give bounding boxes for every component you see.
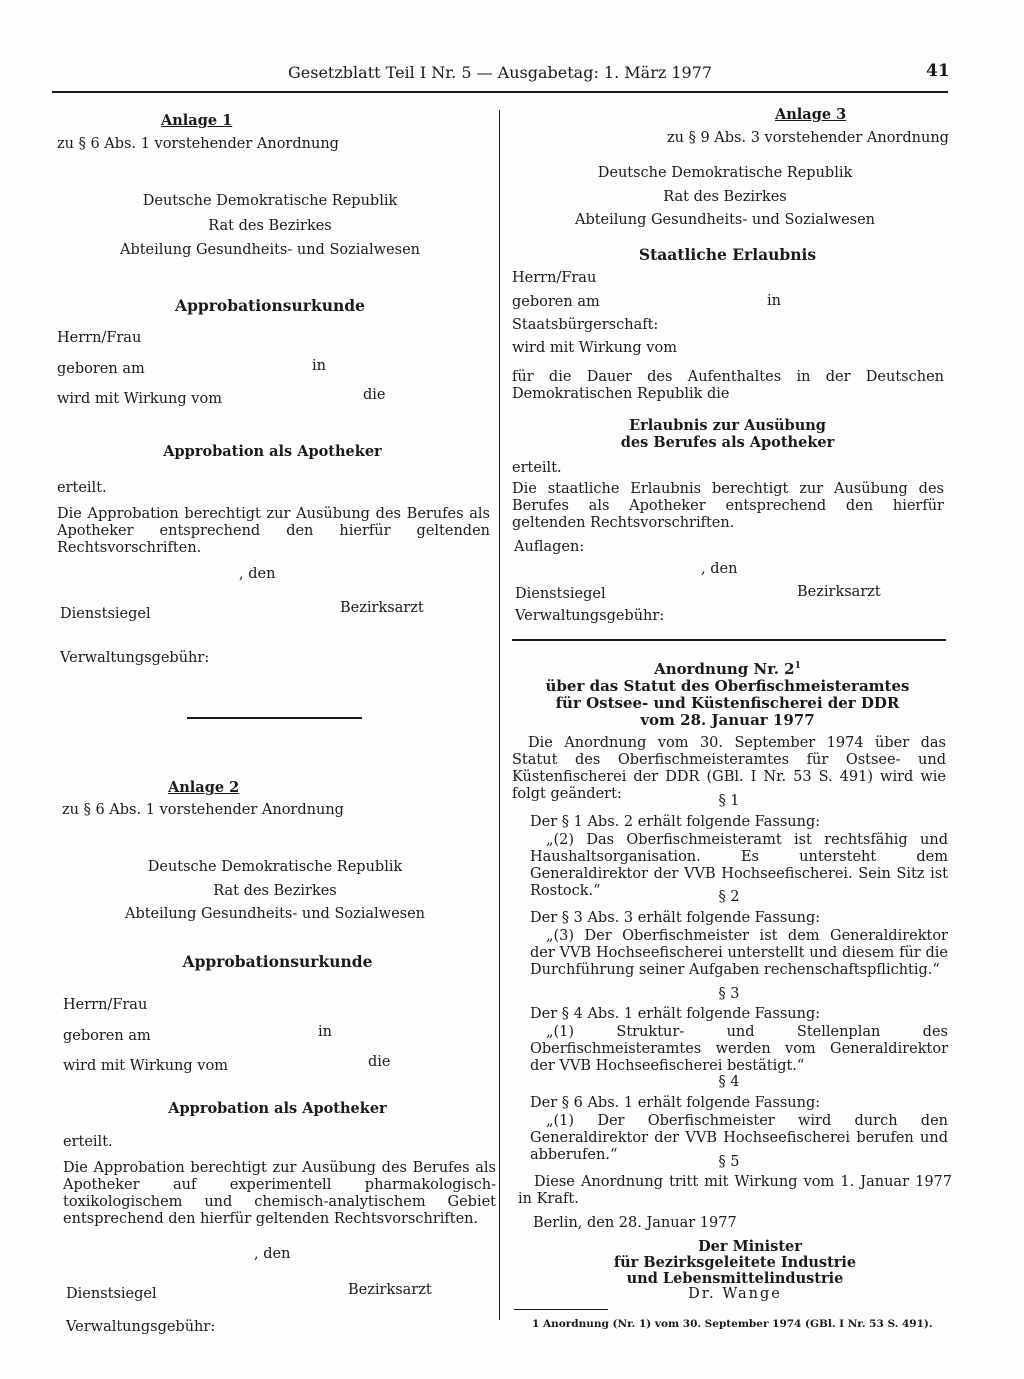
anlage-3-doc-title: Staatliche Erlaubnis — [638, 245, 817, 264]
section-5-text: Diese Anordnung tritt mit Wirkung vom 1. Januar 1977 in Kraft. — [518, 1174, 952, 1207]
section-separator-right — [512, 639, 946, 641]
anlage-2-field-effective: wird mit Wirkung vom — [63, 1058, 228, 1074]
anlage-1-ref: zu § 6 Abs. 1 vorstehender Anordnung — [57, 136, 339, 152]
anlage-2-granted: erteilt. — [63, 1134, 113, 1150]
anlage-3-conditions: Auflagen: — [514, 539, 585, 555]
anlage-3-doctor: Bezirksarzt — [797, 584, 881, 600]
section-1-text: „(2) Das Oberfischmeisteramt ist rechtsfähig und Haushaltsorganisation. Es untersteht dem Generaldirektor der VVB Hochseefischerei. Sein Sitz ist Rostock.“ — [530, 832, 948, 899]
anordnung-intro: Die Anordnung vom 30. September 1974 über das Statut des Oberfischmeisteramtes für Ostsee- und Küstenfischerei der DDR (GBl. I Nr. 53 S. 491) wird wie folgt geändert: — [512, 735, 946, 802]
anlage-2-field-born: geboren am — [63, 1028, 151, 1044]
page-number: 41 — [926, 61, 950, 81]
anordnung-title-2: über das Statut des Oberfischmeisteramtes — [545, 677, 910, 695]
anlage-1-granted: erteilt. — [57, 480, 107, 496]
anlage-1-field-in: in — [312, 358, 326, 374]
section-5-heading: § 5 — [718, 1154, 740, 1170]
anlage-2-addr-1: Deutsche Demokratische Republik — [147, 859, 403, 875]
anlage-2-doctor: Bezirksarzt — [348, 1282, 432, 1298]
anlage-3-field-name: Herrn/Frau — [512, 270, 597, 286]
section-2-intro: Der § 3 Abs. 3 erhält folgende Fassung: — [530, 910, 821, 926]
anlage-3-granted: erteilt. — [512, 460, 562, 476]
anlage-2-label: Anlage 2 — [168, 779, 240, 796]
anordnung-title-text: Anordnung Nr. 2 — [654, 660, 795, 678]
section-4-heading: § 4 — [718, 1074, 740, 1090]
anlage-1-field-name: Herrn/Frau — [57, 330, 142, 346]
anlage-2-addr-2: Rat des Bezirkes — [213, 883, 337, 899]
anlage-2-doc-title: Approbationsurkunde — [182, 952, 373, 971]
anlage-3-fee: Verwaltungsgebühr: — [515, 608, 665, 624]
anlage-1-doc-title: Approbationsurkunde — [175, 296, 365, 315]
section-2-text: „(3) Der Oberfischmeister ist dem Generaldirektor der VVB Hochseefischerei unterstellt und diesem für die Durchführung seiner Aufgaben rechenschaftspflichtig.“ — [530, 928, 948, 978]
anlage-1-field-effective: wird mit Wirkung vom — [57, 391, 222, 407]
section-3-intro: Der § 4 Abs. 1 erhält folgende Fassung: — [530, 1006, 821, 1022]
anlage-3-duration: für die Dauer des Aufenthaltes in der Deutschen Demokratischen Republik die — [512, 369, 944, 402]
anlage-2-field-name: Herrn/Frau — [63, 997, 148, 1013]
anlage-2-date-den: , den — [254, 1246, 291, 1262]
anlage-2-subject: Approbation als Apotheker — [168, 1100, 387, 1117]
anlage-1-field-die: die — [363, 387, 386, 403]
anlage-3-subject-1: Erlaubnis zur Ausübung — [629, 417, 826, 434]
anlage-1-seal: Dienstsiegel — [60, 606, 151, 622]
anordnung-title-4: vom 28. Januar 1977 — [640, 711, 815, 729]
anlage-3-field-effective: wird mit Wirkung vom — [512, 340, 677, 356]
anlage-3-text: Die staatliche Erlaubnis berechtigt zur Ausübung des Berufes als Apotheker entsprechend den hierfür geltenden Rechtsvorschriften. — [512, 481, 944, 531]
anlage-3-date-den: , den — [701, 561, 738, 577]
anordnung-title-1 — [515, 661, 940, 678]
footnote: 1 Anordnung (Nr. 1) vom 30. September 1974 (GBl. I Nr. 53 S. 491). — [532, 1318, 933, 1330]
anlage-2-field-die: die — [368, 1054, 391, 1070]
anlage-3-field-in: in — [767, 293, 781, 309]
footnote-marker: 1 — [794, 661, 801, 671]
anlage-3-addr-1: Deutsche Demokratische Republik — [597, 165, 853, 181]
anlage-2-field-in: in — [318, 1024, 332, 1040]
anlage-1-text: Die Approbation berechtigt zur Ausübung des Berufes als Apotheker entsprechend den hierfür geltenden Rechtsvorschriften. — [57, 506, 490, 556]
anlage-3-field-born: geboren am — [512, 294, 600, 310]
signature-line-2: für Bezirksgeleitete Industrie — [613, 1254, 857, 1271]
section-1-intro: Der § 1 Abs. 2 erhält folgende Fassung: — [530, 814, 821, 830]
anlage-1-doctor: Bezirksarzt — [340, 600, 424, 616]
section-3-heading: § 3 — [718, 986, 740, 1002]
anlage-1-subject: Approbation als Apotheker — [163, 443, 382, 460]
signature-line-1: Der Minister — [698, 1238, 802, 1255]
section-2-heading: § 2 — [718, 889, 740, 905]
anlage-2-seal: Dienstsiegel — [66, 1286, 157, 1302]
footnote-rule — [514, 1309, 608, 1310]
anlage-1-addr-3: Abteilung Gesundheits- und Sozialwesen — [119, 242, 421, 258]
anlage-2-fee: Verwaltungsgebühr: — [66, 1319, 216, 1335]
signature-name: Dr. Wange — [688, 1286, 782, 1302]
anlage-3-addr-2: Rat des Bezirkes — [663, 189, 787, 205]
anlage-2-addr-3: Abteilung Gesundheits- und Sozialwesen — [124, 906, 426, 922]
anlage-1-field-born: geboren am — [57, 361, 145, 377]
anlage-1-addr-1: Deutsche Demokratische Republik — [142, 193, 398, 209]
anlage-2-ref: zu § 6 Abs. 1 vorstehender Anordnung — [62, 802, 344, 818]
anlage-2-text: Die Approbation berechtigt zur Ausübung des Berufes als Apotheker auf experimentell pharmakologisch-toxikologischem und chemisch-analytischem Gebiet entsprechend den hierfür geltenden Rechtsvorschriften. — [63, 1160, 496, 1227]
section-1-heading: § 1 — [718, 793, 740, 809]
section-separator-left — [187, 717, 362, 719]
place-date: Berlin, den 28. Januar 1977 — [533, 1215, 737, 1231]
running-title: Gesetzblatt Teil I Nr. 5 — Ausgabetag: 1. März 1977 — [288, 63, 713, 82]
section-3-text: „(1) Struktur- und Stellenplan des Oberfischmeisteramtes werden vom Generaldirektor der VVB Hochseefischerei bestätigt.“ — [530, 1024, 948, 1074]
anlage-1-addr-2: Rat des Bezirkes — [208, 218, 332, 234]
anlage-3-label: Anlage 3 — [775, 106, 847, 123]
anlage-1-date-den: , den — [239, 566, 276, 582]
signature-line-3: und Lebensmittelindustrie — [626, 1270, 844, 1287]
anlage-1-fee: Verwaltungsgebühr: — [60, 650, 210, 666]
anlage-3-addr-3: Abteilung Gesundheits- und Sozialwesen — [574, 212, 876, 228]
anlage-1-label: Anlage 1 — [161, 112, 233, 129]
anlage-3-ref: zu § 9 Abs. 3 vorstehender Anordnung — [667, 130, 949, 146]
section-4-text: „(1) Der Oberfischmeister wird durch den Generaldirektor der VVB Hochseefischerei berufen und abberufen.“ — [530, 1113, 948, 1163]
header-rule — [52, 91, 948, 93]
anlage-3-field-citizen: Staatsbürgerschaft: — [512, 317, 659, 333]
anordnung-title-3: für Ostsee- und Küstenfischerei der DDR — [555, 694, 900, 712]
anlage-3-seal: Dienstsiegel — [515, 586, 606, 602]
anlage-3-subject-2: des Berufes als Apotheker — [620, 434, 835, 451]
section-4-intro: Der § 6 Abs. 1 erhält folgende Fassung: — [530, 1095, 821, 1111]
column-divider — [499, 110, 500, 1320]
